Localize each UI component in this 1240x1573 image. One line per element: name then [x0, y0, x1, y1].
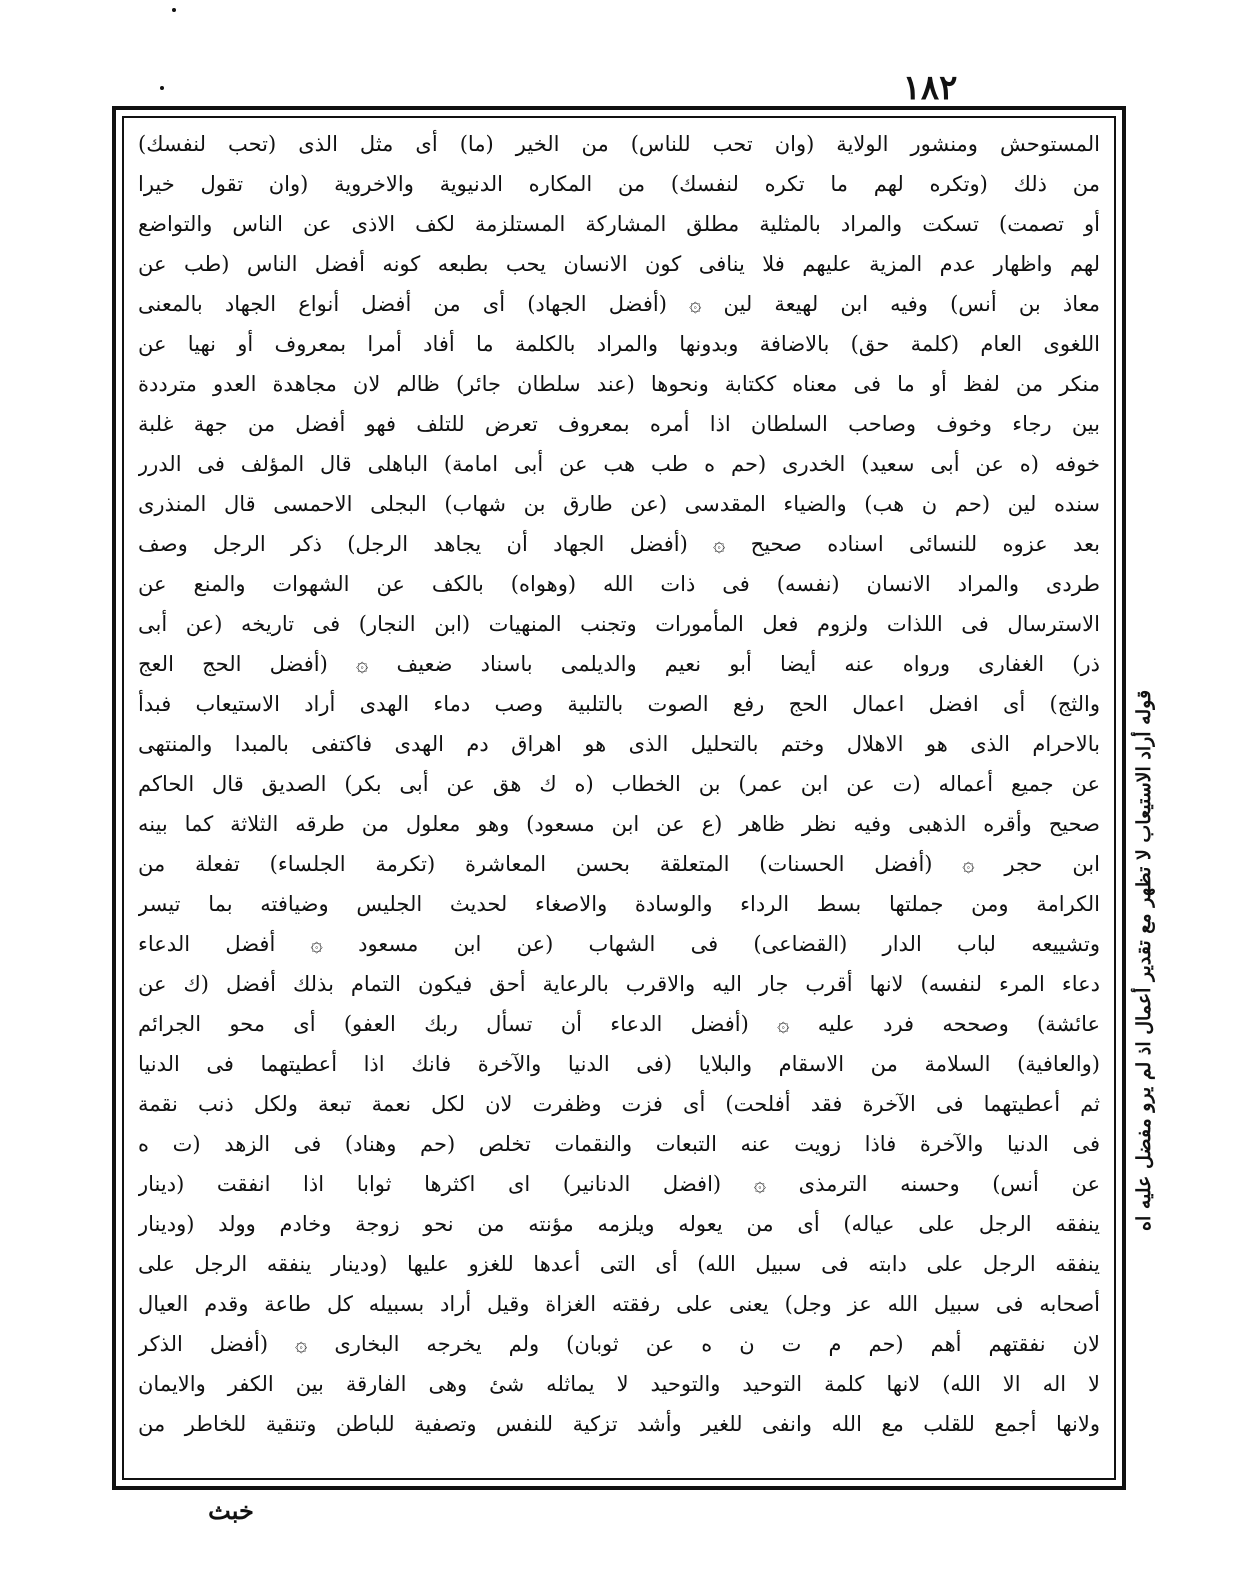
text-line: منكر من لفظ أو ما فى معناه ككتابة ونحوها (عند سلطان جائر) ظالم لان مجاهدة العدو مترددة	[138, 372, 1100, 396]
text-line: من ذلك (وتكره لهم ما تكره لنفسك) من المكاره الدنيوية والاخروية (وان تقول خيرا	[138, 172, 1100, 196]
text-line: دعاء المرء لنفسه) لانها أقرب جار اليه والاقرب بالرعاية أحق فيكون التمام بذلك أفضل (ك عن	[138, 972, 1100, 996]
text-line: معاذ بن أنس) وفيه ابن لهيعة لين ۞ (أفضل الجهاد) أى من أفضل أنواع الجهاد بالمعنى	[138, 292, 1100, 316]
text-line: طردى والمراد الانسان (نفسه) فى ذات الله (وهواه) بالكف عن الشهوات والمنع عن	[138, 572, 1100, 596]
text-line: لا اله الا الله) لانها كلمة التوحيد والتوحيد لا يماثله شئ وهى الفارقة بين الكفر والايمان	[138, 1372, 1100, 1396]
text-line: اللغوى العام (كلمة حق) بالاضافة وبدونها والمراد بالكلمة ما أفاد أمرا بمعروف أو نهيا عن	[138, 332, 1100, 356]
text-line: وتشييعه لباب الدار (القضاعى) فى الشهاب (عن ابن مسعود ۞ أفضل الدعاء	[138, 932, 1100, 956]
text-line: (والعافية) السلامة من الاسقام والبلايا (فى الدنيا والآخرة فانك اذا أعطيتهما فى الدنيا	[138, 1052, 1100, 1076]
text-line: بين رجاء وخوف وصاحب السلطان اذا أمره بمعروف تعرض للتلف فهو أفضل من جهة غلبة	[138, 412, 1100, 436]
text-line: والثج) أى افضل اعمال الحج رفع الصوت بالتلبية وصب دماء الهدى أراد الاستيعاب فبدأ	[138, 692, 1100, 716]
text-line: أصحابه فى سبيل الله عز وجل) يعنى على رفقته الغزاة وقيل أراد بسبيله كل طاعة وقدم العيال	[138, 1292, 1100, 1316]
text-line: المستوحش ومنشور الولاية (وان تحب للناس) من الخير (ما) أى مثل الذى (تحب لنفسك)	[138, 132, 1100, 156]
text-line: بالاحرام الذى هو الاهلال وختم بالتحليل الذى هو اهراق دم الهدى فاكتفى بالمبدا والمنتهى	[138, 732, 1100, 756]
main-text	[138, 124, 1100, 1474]
text-line: فى الدنيا والآخرة فاذا زويت عنه التبعات والنقمات تخلص (حم وهناد) فى الزهد (ت ه	[138, 1132, 1100, 1156]
margin-dot-left	[160, 86, 164, 90]
text-line: الاسترسال فى اللذات ولزوم فعل المأمورات وتجنب المنهيات (ابن النجار) فى تاريخه (عن أبى	[138, 612, 1100, 636]
text-line: عن أنس) وحسنه الترمذى ۞ (افضل الدنانير) اى اكثرها ثوابا اذا انفقت (دينار	[138, 1172, 1100, 1196]
margin-dot-top	[172, 8, 176, 12]
text-line: سنده لين (حم ن هب) والضياء المقدسى (عن طارق بن شهاب) البجلى الاحمسى قال المنذرى	[138, 492, 1100, 516]
text-line: ذر) الغفارى ورواه عنه أيضا أبو نعيم والديلمى باسناد ضعيف ۞ (أفضل الحج العج	[138, 652, 1100, 676]
text-line: عن جميع أعماله (ت عن ابن عمر) بن الخطاب (ه ك هق عن أبى بكر) الصديق قال الحاكم	[138, 772, 1100, 796]
text-line: ابن حجر ۞ (أفضل الحسنات) المتعلقة بحسن المعاشرة (تكرمة الجلساء) تفعلة من	[138, 852, 1100, 876]
text-line: ينفقه الرجل على عياله) أى من يعوله ويلزمه مؤنته من نحو زوجة وخادم وولد (ودينار	[138, 1212, 1100, 1236]
text-line: عائشة) وصححه فرد عليه ۞ (أفضل الدعاء أن تسأل ربك العفو) أى محو الجرائم	[138, 1012, 1100, 1036]
text-line: لهم واظهار عدم المزية عليهم فلا ينافى كون الانسان يحب بطبعه كونه أفضل الناس (طب عن	[138, 252, 1100, 276]
text-line: ينفقه الرجل على دابته فى سبيل الله) أى التى أعدها للغزو عليها (ودينار ينفقه الرجل على	[138, 1252, 1100, 1276]
margin-note: قوله أراد الاستيعاب لا تظهر مع تقدير أعمال اذ لم يرو مفضل عليه اه	[1133, 690, 1155, 1232]
text-line: الكرامة ومن جملتها بسط الرداء والوسادة والاصغاء لحديث الجليس وضيافته بما تيسر	[138, 892, 1100, 916]
text-line: لان نفقتهم أهم (حم م ت ن ه عن ثوبان) ولم يخرجه البخارى ۞ (أفضل الذكر	[138, 1332, 1100, 1356]
text-line: ثم أعطيتهما فى الآخرة فقد أفلحت) أى فزت وظفرت لان لكل نعمة تبعة ولكل ذنب نقمة	[138, 1092, 1100, 1116]
text-line: صحيح وأقره الذهبى وفيه نظر ظاهر (ع عن ابن مسعود) وهو معلول من طرقه الثلاثة كما بينه	[138, 812, 1100, 836]
text-line: ولانها أجمع للقلب مع الله وانفى للغير وأشد تزكية للنفس وتصفية للباطن وتنقية للخاطر من	[138, 1412, 1100, 1436]
catchword: خبث	[208, 1496, 254, 1525]
text-line: أو تصمت) تسكت والمراد بالمثلية مطلق المشاركة المستلزمة لكف الاذى عن الناس والتواضع	[138, 212, 1100, 236]
text-line: بعد عزوه للنسائى اسناده صحيح ۞ (أفضل الجهاد أن يجاهد الرجل) ذكر الرجل وصف	[138, 532, 1100, 556]
page-number: ١٨٢	[902, 68, 958, 108]
text-line: خوفه (ه عن أبى سعيد) الخدرى (حم ه طب هب عن أبى امامة) الباهلى قال المؤلف فى الدرر	[138, 452, 1100, 476]
